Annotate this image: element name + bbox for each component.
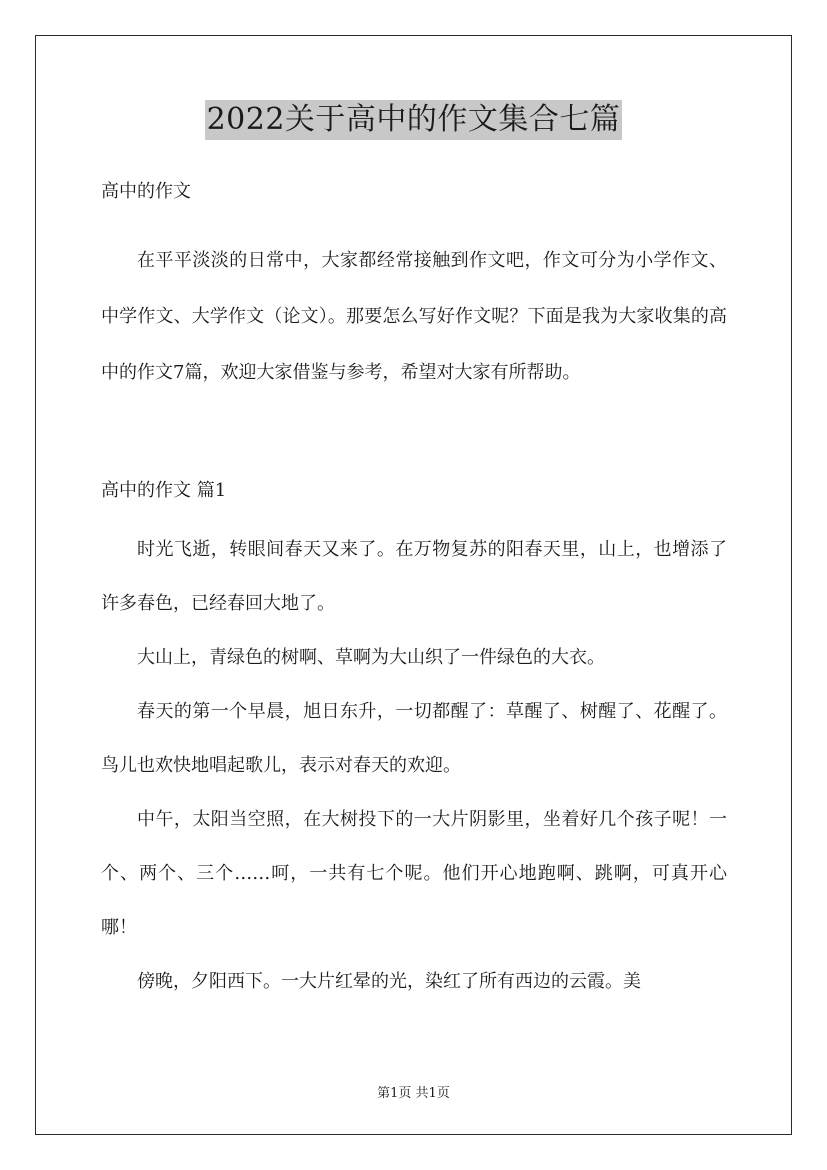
document-title: 2022关于高中的作文集合七篇 <box>205 100 623 140</box>
page-footer: 第1页 共1页 <box>377 1086 450 1101</box>
section-heading-intro: 高中的作文 <box>101 181 191 202</box>
section-heading-essay-1: 高中的作文 篇1 <box>101 480 227 501</box>
essay1-paragraph: 傍晚，夕阳西下。一大片红晕的光，染红了所有西边的云霞。美 <box>137 971 641 992</box>
document-body <box>101 172 727 1009</box>
intro-paragraph: 在平平淡淡的日常中，大家都经常接触到作文吧，作文可分为小学作文、中学作文、大学作文（论文）。那要怎么写好作文呢？下面是我为大家收集的高中的作文7篇，欢迎大家借鉴与参考，希望对大家有所帮助。 <box>101 250 727 383</box>
essay1-paragraph: 大山上，青绿色的树啊、草啊为大山织了一件绿色的大衣。 <box>137 647 605 668</box>
title-container <box>0 100 827 140</box>
essay1-paragraph: 中午，太阳当空照，在大树投下的一大片阴影里，坐着好几个孩子呢！一个、两个、三个……呵，一共有七个呢。他们开心地跑啊、跳啊，可真开心哪！ <box>101 809 727 938</box>
essay1-paragraph: 春天的第一个早晨，旭日东升，一切都醒了：草醒了、树醒了、花醒了。鸟儿也欢快地唱起歌儿，表示对春天的欢迎。 <box>101 701 727 776</box>
essay1-paragraph: 时光飞逝，转眼间春天又来了。在万物复苏的阳春天里，山上，也增添了许多春色，已经春回大地了。 <box>101 539 727 614</box>
